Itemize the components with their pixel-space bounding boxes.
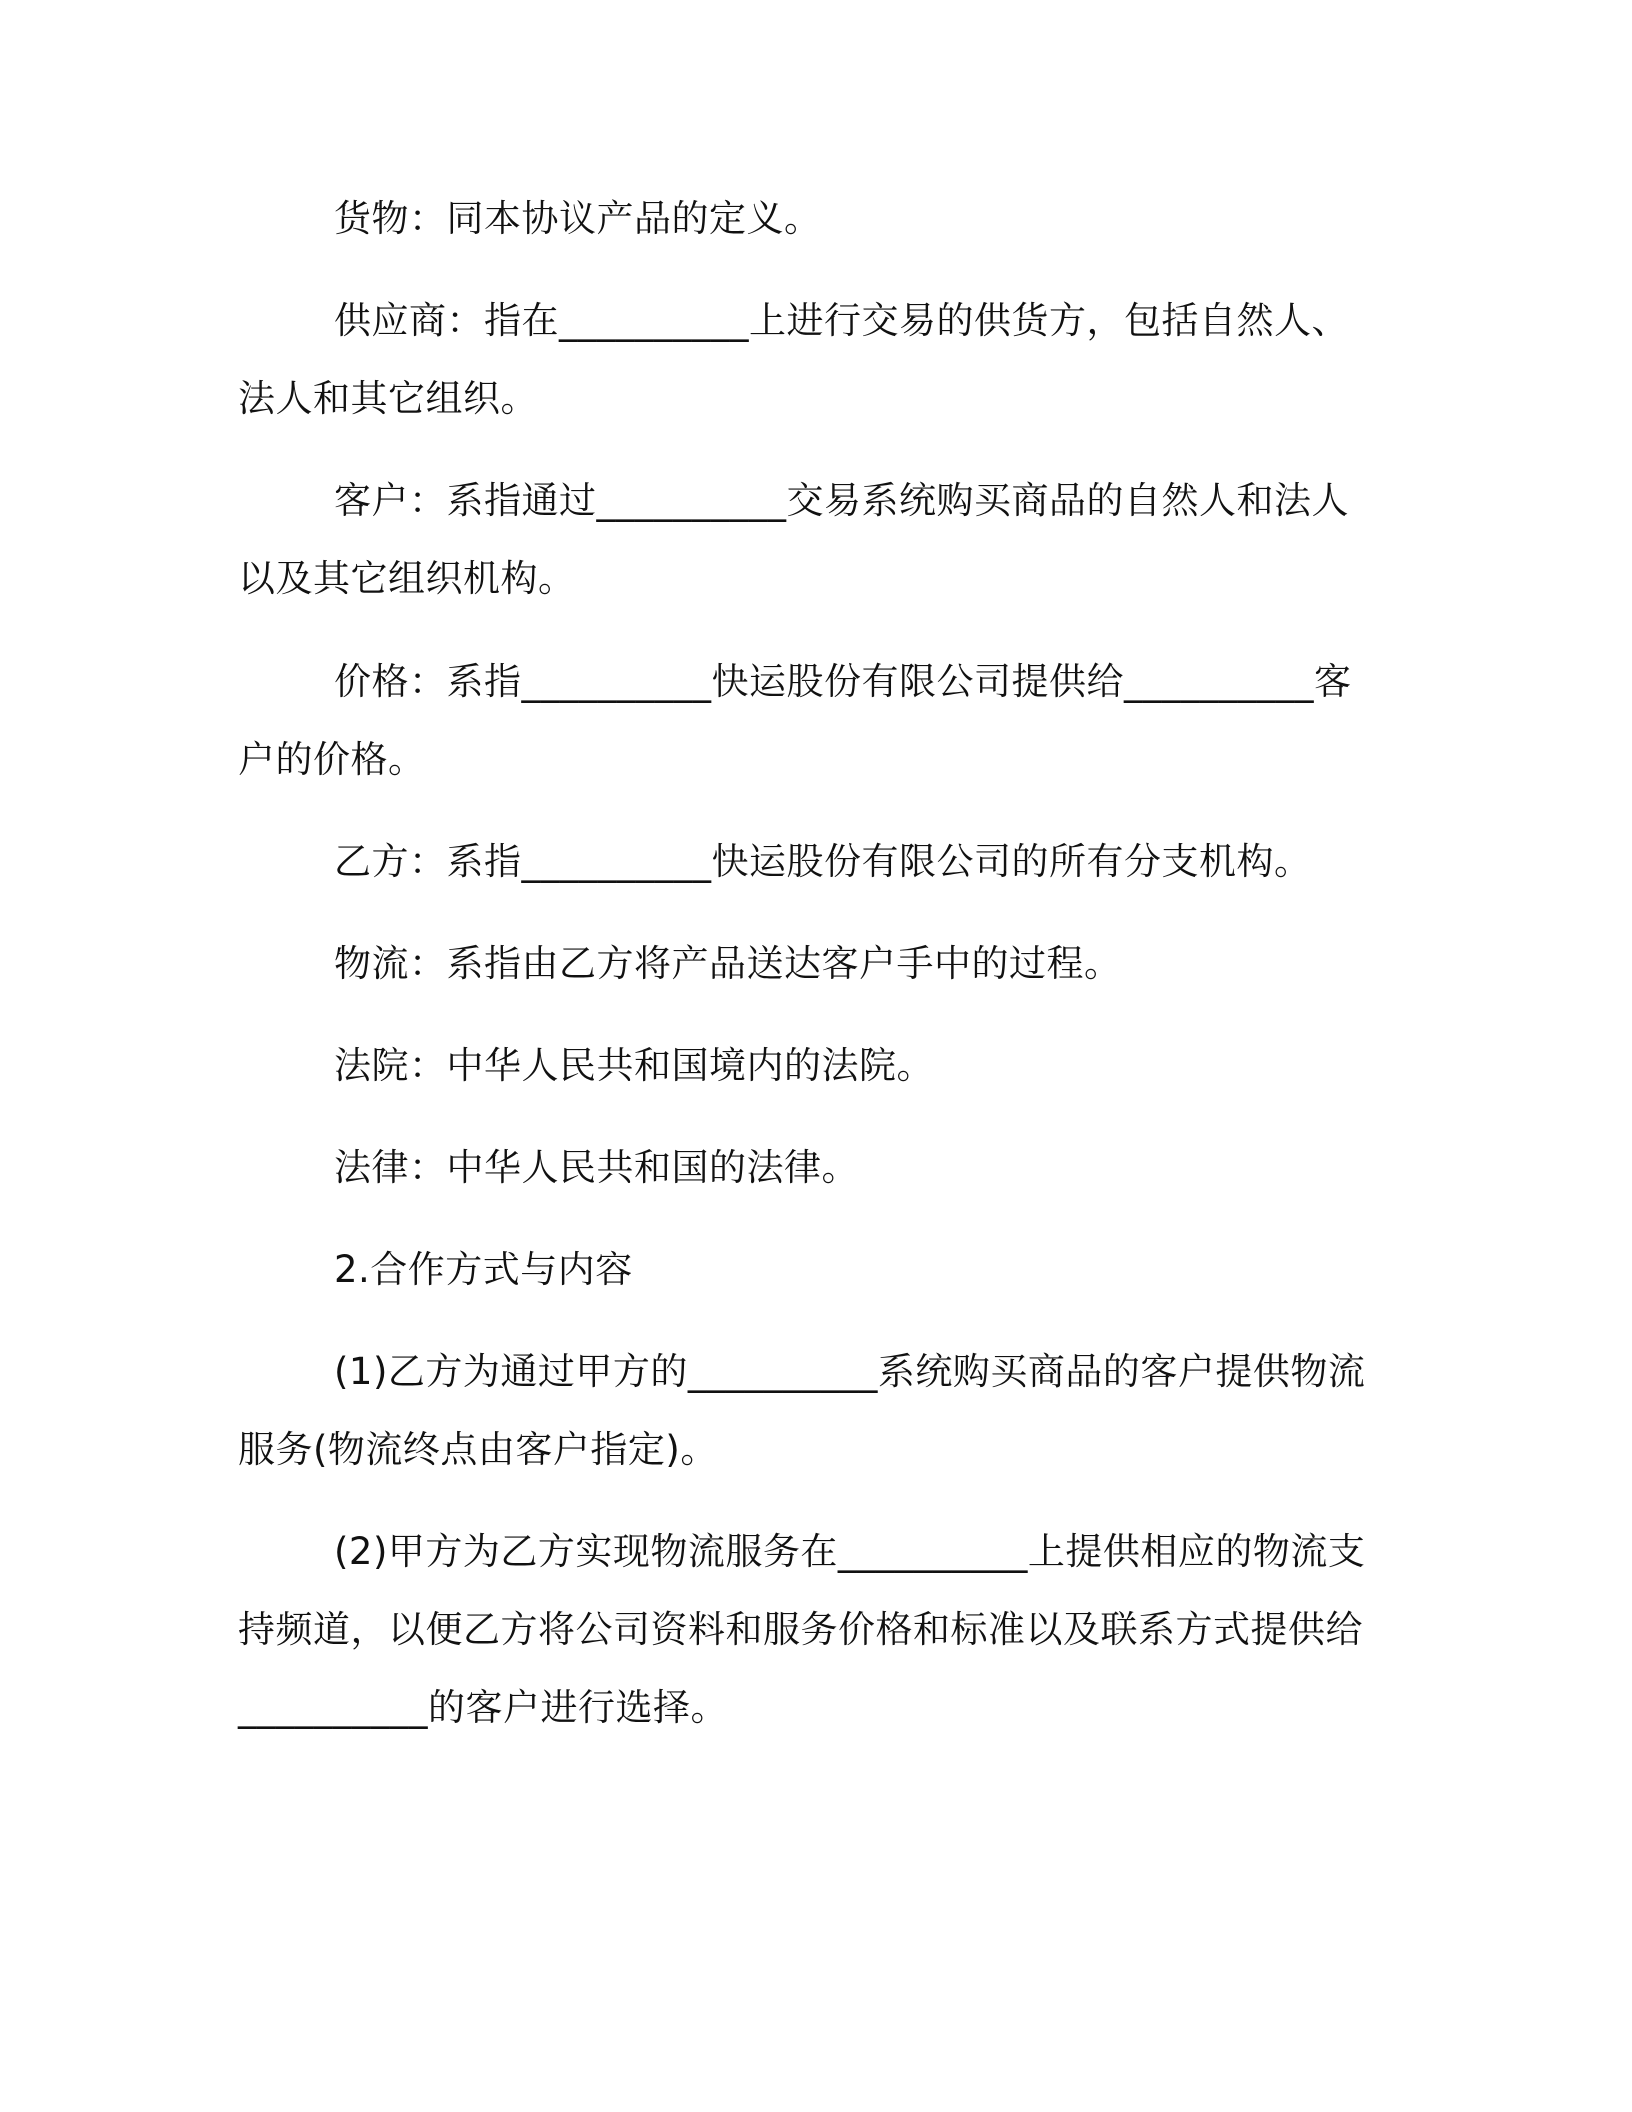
definition-party-b: 乙方：系指__________快运股份有限公司的所有分支机构。 — [334, 840, 1312, 883]
definition-goods: 货物：同本协议产品的定义。 — [334, 197, 822, 240]
section-heading: 2.合作方式与内容 — [334, 1248, 633, 1291]
definition-price: 价格：系指__________快运股份有限公司提供给__________客户的价格。 — [238, 660, 1352, 781]
clause-2: (2)甲方为乙方实现物流服务在__________上提供相应的物流支持频道，以便乙方将公司资料和服务价格和标准以及联系方式提供给__________的客户进行选择。 — [238, 1530, 1366, 1729]
definition-logistics: 物流：系指由乙方将产品送达客户手中的过程。 — [334, 942, 1122, 985]
definition-law: 法律：中华人民共和国的法律。 — [334, 1146, 859, 1189]
clause-1: (1)乙方为通过甲方的__________系统购买商品的客户提供物流服务(物流终点由客户指定)。 — [238, 1350, 1366, 1471]
definition-supplier: 供应商：指在__________上进行交易的供货方，包括自然人、法人和其它组织。 — [238, 299, 1349, 420]
definition-customer: 客户：系指通过__________交易系统购买商品的自然人和法人以及其它组织机构。 — [238, 479, 1349, 600]
definition-court: 法院：中华人民共和国境内的法院。 — [334, 1044, 934, 1087]
